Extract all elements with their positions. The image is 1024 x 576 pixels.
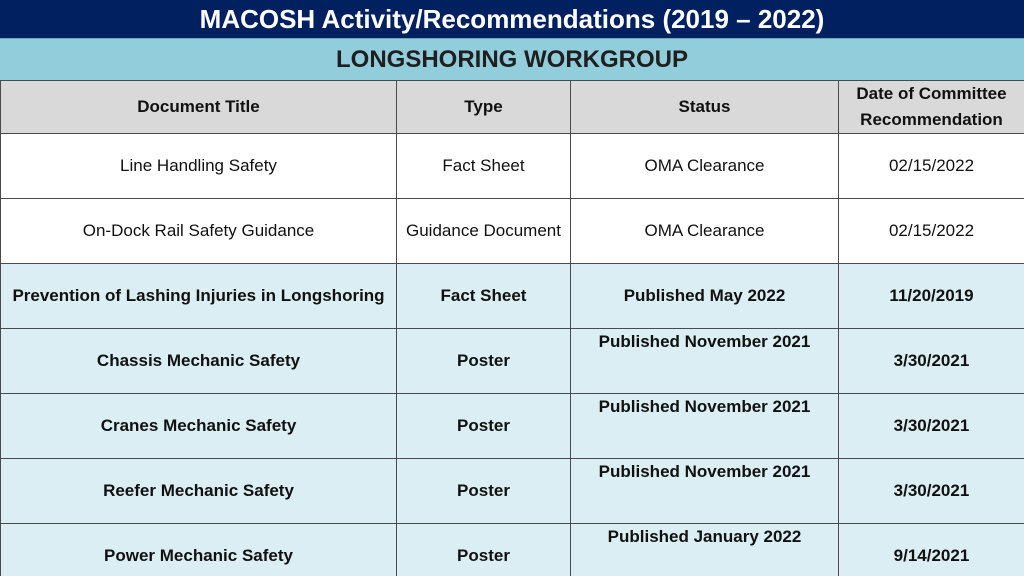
cell-document-title: Prevention of Lashing Injuries in Longshoring — [1, 264, 397, 329]
cell-date: 3/30/2021 — [839, 329, 1024, 394]
cell-status: Published November 2021 — [571, 329, 839, 394]
cell-status: Published May 2022 — [571, 264, 839, 329]
cell-document-title: Cranes Mechanic Safety — [1, 394, 397, 459]
activity-table — [0, 80, 1024, 576]
table-row — [1, 459, 1024, 524]
cell-date: 02/15/2022 — [839, 199, 1024, 264]
table-row — [1, 264, 1024, 329]
cell-type: Poster — [397, 459, 571, 524]
workgroup-heading: LONGSHORING WORKGROUP — [0, 38, 1024, 80]
table-row — [1, 524, 1024, 576]
cell-document-title: Power Mechanic Safety — [1, 524, 397, 576]
column-header-document-title: Document Title — [1, 81, 397, 134]
table-row — [1, 394, 1024, 459]
cell-status: OMA Clearance — [571, 199, 839, 264]
cell-type: Fact Sheet — [397, 134, 571, 199]
cell-type: Poster — [397, 329, 571, 394]
cell-date: 3/30/2021 — [839, 394, 1024, 459]
cell-document-title: Reefer Mechanic Safety — [1, 459, 397, 524]
cell-type: Poster — [397, 524, 571, 576]
table-row — [1, 134, 1024, 199]
table-row — [1, 199, 1024, 264]
column-header-status: Status — [571, 81, 839, 134]
cell-type: Guidance Document — [397, 199, 571, 264]
column-header-type: Type — [397, 81, 571, 134]
cell-type: Fact Sheet — [397, 264, 571, 329]
cell-document-title: On-Dock Rail Safety Guidance — [1, 199, 397, 264]
cell-date: 3/30/2021 — [839, 459, 1024, 524]
cell-document-title: Chassis Mechanic Safety — [1, 329, 397, 394]
cell-date: 02/15/2022 — [839, 134, 1024, 199]
column-header-date: Date of Committee Recommendation — [839, 81, 1024, 134]
cell-date: 11/20/2019 — [839, 264, 1024, 329]
cell-status: Published November 2021 — [571, 459, 839, 524]
cell-status: OMA Clearance — [571, 134, 839, 199]
cell-document-title: Line Handling Safety — [1, 134, 397, 199]
cell-status: Published January 2022 — [571, 524, 839, 576]
table-row — [1, 329, 1024, 394]
cell-status: Published November 2021 — [571, 394, 839, 459]
table-header-row — [1, 81, 1024, 134]
cell-date: 9/14/2021 — [839, 524, 1024, 576]
page-title: MACOSH Activity/Recommendations (2019 – 2022) — [0, 0, 1024, 38]
cell-type: Poster — [397, 394, 571, 459]
